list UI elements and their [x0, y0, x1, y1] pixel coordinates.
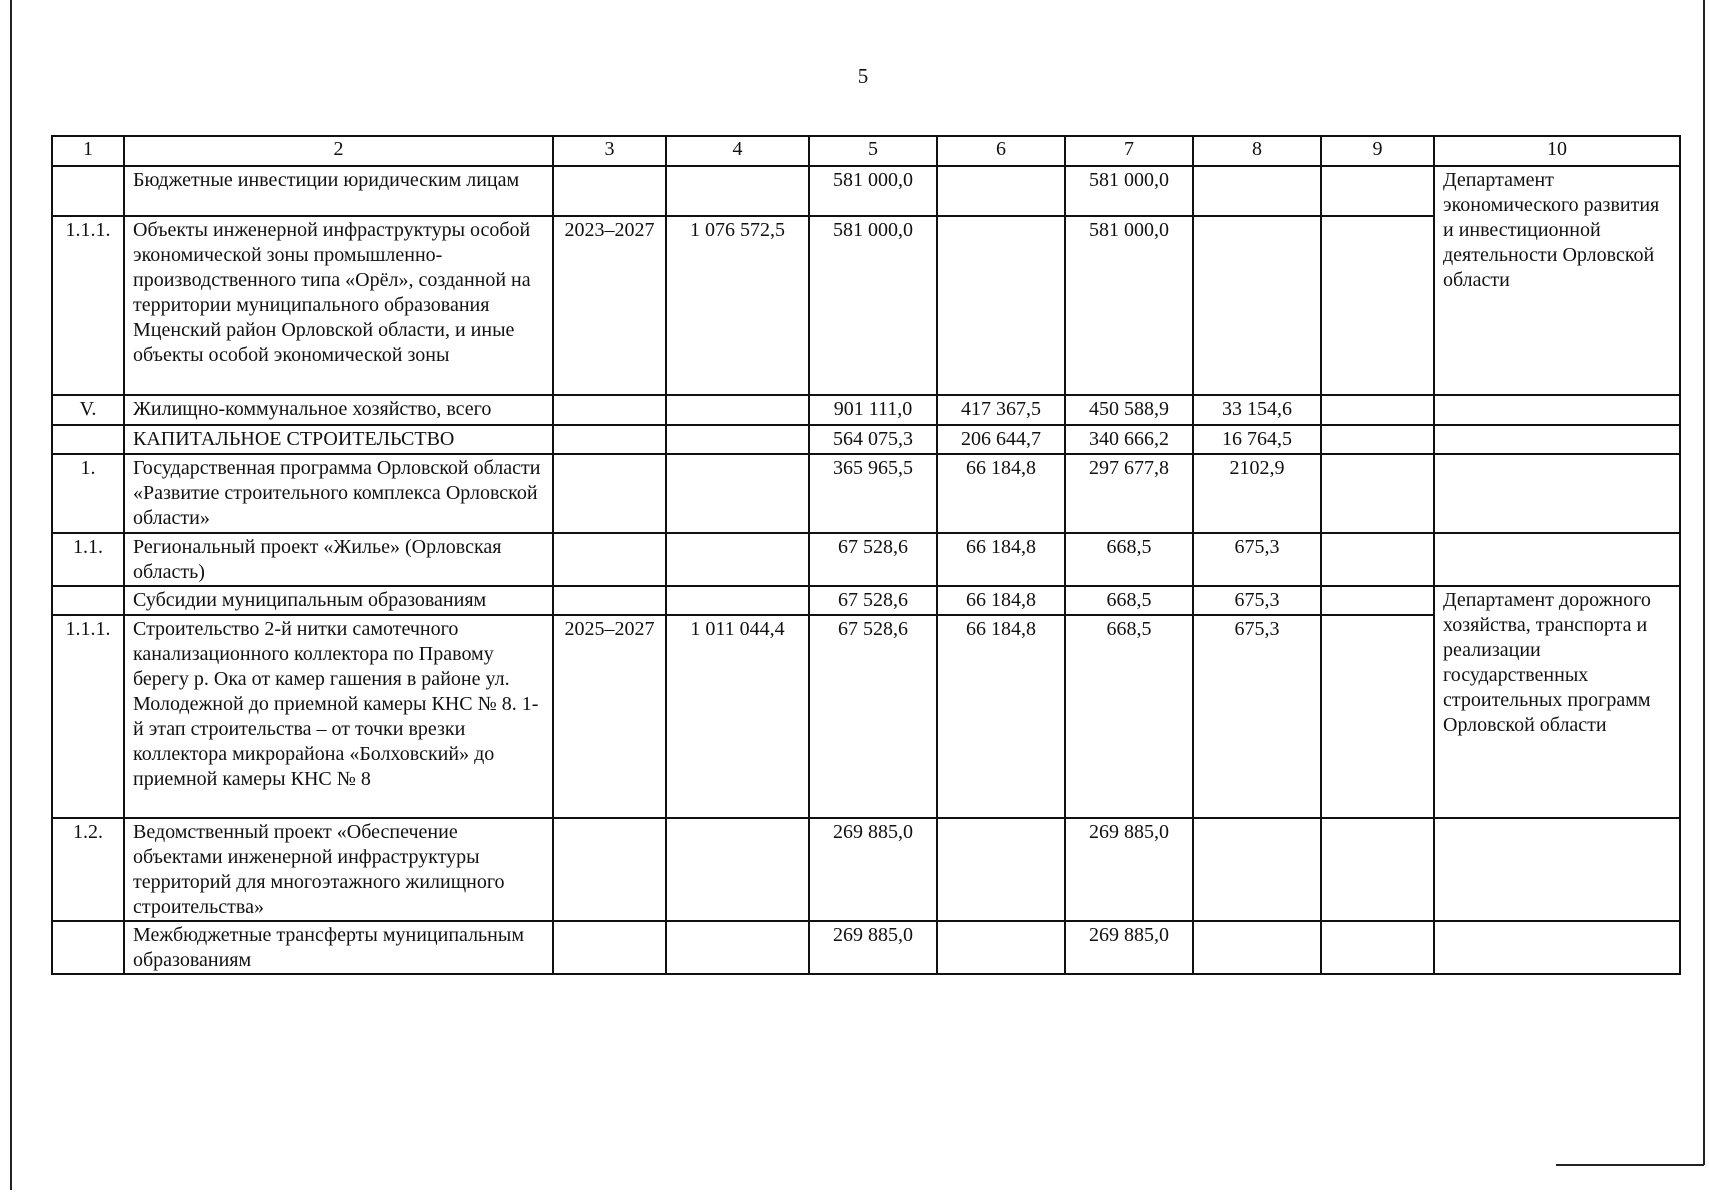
- row-years: [553, 818, 666, 921]
- header-cell: 10: [1434, 136, 1680, 166]
- row-number: [52, 425, 124, 454]
- row-col5: 269 885,0: [809, 818, 937, 921]
- row-department: Департамент дорожного хозяйства, транспорта и реализации государственных строительных программ Орловской области: [1434, 586, 1680, 818]
- page-border-bottom: [1556, 1164, 1704, 1166]
- row-col6: 206 644,7: [937, 425, 1065, 454]
- row-col7: 450 588,9: [1065, 395, 1193, 425]
- row-name: Бюджетные инвестиции юридическим лицам: [124, 166, 553, 216]
- row-col5: 67 528,6: [809, 586, 937, 615]
- row-col7: 269 885,0: [1065, 921, 1193, 974]
- row-col5: 901 111,0: [809, 395, 937, 425]
- row-name: Государственная программа Орловской области «Развитие строительного комплекса Орловской области»: [124, 454, 553, 533]
- table-row: [52, 454, 1680, 533]
- header-cell: 9: [1321, 136, 1434, 166]
- row-col8: 33 154,6: [1193, 395, 1321, 425]
- row-name: Жилищно-коммунальное хозяйство, всего: [124, 395, 553, 425]
- row-department: [1434, 454, 1680, 533]
- row-years: [553, 586, 666, 615]
- row-number: 1.1.: [52, 533, 124, 586]
- row-years: [553, 921, 666, 974]
- row-col6: 66 184,8: [937, 615, 1065, 818]
- row-col5: 581 000,0: [809, 216, 937, 395]
- table-row: [52, 586, 1680, 615]
- row-col6: [937, 216, 1065, 395]
- row-cost: [666, 454, 809, 533]
- row-col7: 668,5: [1065, 586, 1193, 615]
- row-name: Межбюджетные трансферты муниципальным образованиям: [124, 921, 553, 974]
- table-row: [52, 818, 1680, 921]
- row-department: [1434, 533, 1680, 586]
- row-col9: [1321, 166, 1434, 216]
- row-col7: 581 000,0: [1065, 166, 1193, 216]
- row-department: Департамент экономического развития и инвестиционной деятельности Орловской области: [1434, 166, 1680, 395]
- row-cost: [666, 818, 809, 921]
- header-cell: 8: [1193, 136, 1321, 166]
- header-cell: 7: [1065, 136, 1193, 166]
- row-department: [1434, 395, 1680, 425]
- table-row: [52, 921, 1680, 974]
- row-number: 1.1.1.: [52, 216, 124, 395]
- header-cell: 6: [937, 136, 1065, 166]
- row-years: 2025–2027: [553, 615, 666, 818]
- header-cell: 4: [666, 136, 809, 166]
- row-department: [1434, 921, 1680, 974]
- row-col8: [1193, 921, 1321, 974]
- row-col8: [1193, 818, 1321, 921]
- row-name: Региональный проект «Жилье» (Орловская область): [124, 533, 553, 586]
- row-col9: [1321, 586, 1434, 615]
- row-years: [553, 166, 666, 216]
- row-col8: [1193, 166, 1321, 216]
- row-col6: [937, 921, 1065, 974]
- row-cost: 1 011 044,4: [666, 615, 809, 818]
- row-years: [553, 533, 666, 586]
- row-name: Субсидии муниципальным образованиям: [124, 586, 553, 615]
- header-cell: 2: [124, 136, 553, 166]
- table-row: [52, 533, 1680, 586]
- row-col7: 297 677,8: [1065, 454, 1193, 533]
- row-number: [52, 921, 124, 974]
- row-name: Объекты инженерной инфраструктуры особой экономической зоны промышленно-производственного типа «Орёл», созданной на территории муниципального образования Мценский район Орловской области, и иные объекты особой экономической зоны: [124, 216, 553, 395]
- row-years: [553, 425, 666, 454]
- table-row: [52, 166, 1680, 216]
- row-cost: [666, 425, 809, 454]
- row-col9: [1321, 216, 1434, 395]
- row-col5: 269 885,0: [809, 921, 937, 974]
- row-col5: 67 528,6: [809, 533, 937, 586]
- row-number: 1.: [52, 454, 124, 533]
- page-border-right: [1703, 0, 1705, 1165]
- header-cell: 3: [553, 136, 666, 166]
- row-number: V.: [52, 395, 124, 425]
- row-cost: 1 076 572,5: [666, 216, 809, 395]
- row-col7: 581 000,0: [1065, 216, 1193, 395]
- row-col8: 675,3: [1193, 533, 1321, 586]
- row-col9: [1321, 533, 1434, 586]
- row-cost: [666, 166, 809, 216]
- row-col6: 66 184,8: [937, 586, 1065, 615]
- row-col7: 269 885,0: [1065, 818, 1193, 921]
- row-col5: 365 965,5: [809, 454, 937, 533]
- row-col6: 66 184,8: [937, 533, 1065, 586]
- row-col7: 340 666,2: [1065, 425, 1193, 454]
- row-col9: [1321, 818, 1434, 921]
- header-cell: 1: [52, 136, 124, 166]
- row-cost: [666, 395, 809, 425]
- row-cost: [666, 533, 809, 586]
- row-col6: 417 367,5: [937, 395, 1065, 425]
- row-col6: [937, 818, 1065, 921]
- table-row: [52, 425, 1680, 454]
- row-col5: 564 075,3: [809, 425, 937, 454]
- budget-table: [51, 135, 1681, 975]
- row-col9: [1321, 921, 1434, 974]
- page-number: 5: [857, 64, 869, 88]
- row-col5: 67 528,6: [809, 615, 937, 818]
- page-border-left: [10, 0, 12, 1190]
- row-col5: 581 000,0: [809, 166, 937, 216]
- row-col6: 66 184,8: [937, 454, 1065, 533]
- row-col9: [1321, 395, 1434, 425]
- row-col7: 668,5: [1065, 615, 1193, 818]
- row-col6: [937, 166, 1065, 216]
- row-number: 1.1.1.: [52, 615, 124, 818]
- row-department: [1434, 818, 1680, 921]
- row-name: Ведомственный проект «Обеспечение объектами инженерной инфраструктуры территорий для многоэтажного жилищного строительства»: [124, 818, 553, 921]
- row-name: Строительство 2-й нитки самотечного канализационного коллектора по Правому берегу р. Ока от камер гашения в районе ул. Молодежной до приемной камеры КНС № 8. 1-й этап строительства – от точки врезки коллектора микрорайона «Болховский» до приемной камеры КНС № 8: [124, 615, 553, 818]
- row-col8: 2102,9: [1193, 454, 1321, 533]
- row-col8: 16 764,5: [1193, 425, 1321, 454]
- row-col8: [1193, 216, 1321, 395]
- row-col7: 668,5: [1065, 533, 1193, 586]
- row-cost: [666, 921, 809, 974]
- row-number: 1.2.: [52, 818, 124, 921]
- row-col8: 675,3: [1193, 615, 1321, 818]
- row-col9: [1321, 615, 1434, 818]
- row-col9: [1321, 454, 1434, 533]
- row-department: [1434, 425, 1680, 454]
- row-name: КАПИТАЛЬНОЕ СТРОИТЕЛЬСТВО: [124, 425, 553, 454]
- row-years: [553, 395, 666, 425]
- header-row: [52, 136, 1680, 166]
- table-row: [52, 395, 1680, 425]
- row-years: [553, 454, 666, 533]
- row-number: [52, 586, 124, 615]
- header-cell: 5: [809, 136, 937, 166]
- row-number: [52, 166, 124, 216]
- row-years: 2023–2027: [553, 216, 666, 395]
- row-col9: [1321, 425, 1434, 454]
- row-cost: [666, 586, 809, 615]
- row-col8: 675,3: [1193, 586, 1321, 615]
